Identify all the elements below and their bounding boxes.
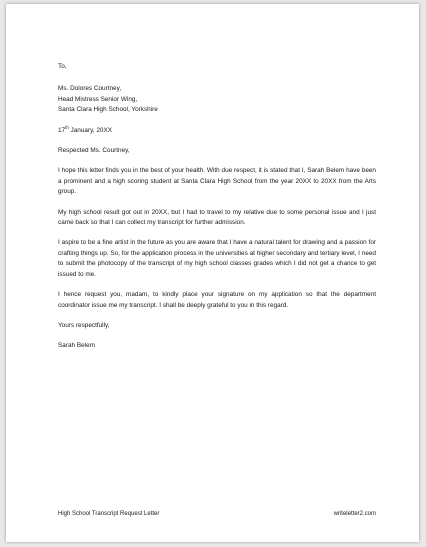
- to-line: To,: [58, 63, 67, 70]
- recipient-name: Ms. Dolores Courtney,: [58, 85, 122, 93]
- date-suffix: th: [65, 124, 69, 130]
- letter-page: [6, 4, 419, 542]
- signature: Sarah Belem: [58, 342, 95, 350]
- closing: Yours respectfully,: [58, 321, 110, 329]
- date-day: 17: [58, 126, 66, 134]
- letter-date: [58, 126, 376, 136]
- paragraph-2: My high school result got out in 20XX, but I had to travel to my relative due to some personal issue and I just came back so that I can collect my transcript for further admission.: [58, 208, 376, 227]
- salutation: Respected Ms. Courtney,: [58, 147, 130, 155]
- footer-title: High School Transcript Request Letter: [58, 511, 160, 517]
- letter-body: [58, 62, 376, 352]
- date-rest: January, 20XX: [68, 126, 113, 134]
- paragraph-1: I hope this letter finds you in the best of your health. With due respect, it is stated that I, Sarah Belem have been a prominent and a high scoring student at Santa Clara High School from the year 20XX to 20XX from the Arts group.: [58, 167, 376, 196]
- paragraph-4: I hence request you, madam, to kindly place your signature on my application so that the department coordinator issue me my transcript. I shall be deeply grateful to you in this regard.: [58, 291, 376, 309]
- recipient-school: Santa Clara High School, Yorkshire: [58, 106, 158, 114]
- footer-site: writeletter2.com: [333, 511, 376, 517]
- page-footer: [58, 510, 376, 518]
- recipient-address: [58, 84, 376, 115]
- paragraph-3: I aspire to be a fine artist in the future as you are aware that I have a natural talent for drawing and a passion for crafting things up. So, for the application process in the universities at higher secondary and tertiary level, I need to submit the photocopy of the transcript of my high school classes grades which I did not get a chance to get issued to me.: [58, 239, 376, 278]
- recipient-title: Head Mistress Senior Wing,: [58, 95, 138, 103]
